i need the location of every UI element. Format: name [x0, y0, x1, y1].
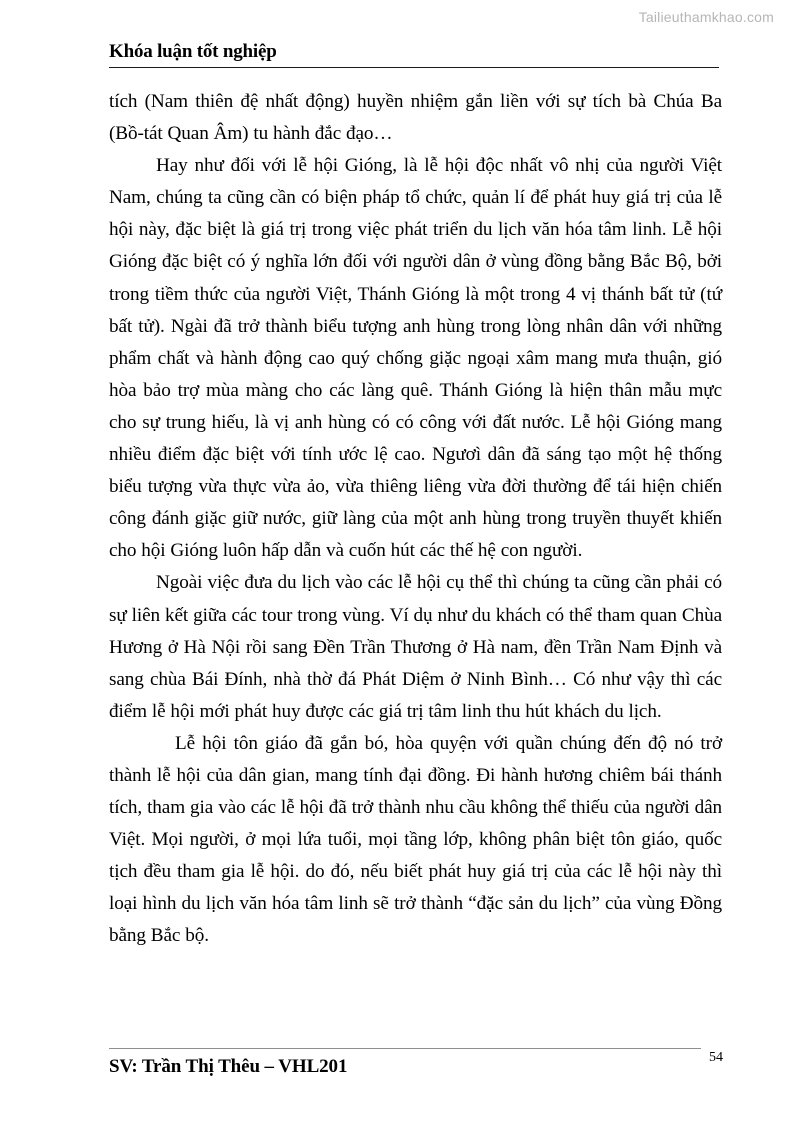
site-watermark: Tailieuthamkhao.com — [638, 9, 774, 25]
footer-student-line: SV: Trần Thị Thêu – VHL201 — [109, 1056, 348, 1077]
header-title: Khóa luận tốt nghiệp — [109, 41, 277, 62]
paragraph: Hay như đối với lễ hội Gióng, là lễ hội độc nhất vô nhị của người Việt Nam, chúng ta cũng cần có biện pháp tổ chức, quản lí để phát huy giá trị của lễ hội này, đặc biệt là giá trị trong việc phát triển du lịch văn hóa tâm linh. Lễ hội Gióng đặc biệt có ý nghĩa lớn đối với người dân ở vùng đồng bằng Bắc Bộ, bởi trong tiềm thức của người Việt, Thánh Gióng là một trong 4 vị thánh bất tử (tứ bất tử). Ngài đã trở thành biểu tượng anh hùng trong lòng nhân dân với những phẩm chất và hành động cao quý chống giặc ngoại xâm mang mưa thuận, gió hòa bảo trợ mùa màng cho các làng quê. Thánh Gióng là hiện thân mẫu mực cho sự trung hiếu, là vị anh hùng có có công với đất nước. Lễ hội Gióng mang nhiều điểm đặc biệt với tính ước lệ cao. Ngươì dân đã sáng tạo một hệ thống biểu tượng vừa thực vừa ảo, vừa thiêng liêng vừa đời thường để tái hiện chiến công đánh giặc giữ nước, giữ làng của một anh hùng trong truyền thuyết khiến cho hội Gióng luôn hấp dẫn và cuốn hút các thế hệ con người. — [109, 155, 722, 562]
paragraph: Ngoài việc đưa du lịch vào các lễ hội cụ thể thì chúng ta cũng cần phải có sự liên kết giữa các tour trong vùng. Ví dụ như du khách có thể tham quan Chùa Hương ở Hà Nội rồi sang Đền Trần Thương ở Hà nam, đền Trần Nam Định và sang chùa Bái Đính, nhà thờ đá Phát Diệm ở Ninh Bình… Có như vậy thì các điểm lễ hội mới phát huy được các giá trị tâm linh thu hút khách du lịch. — [109, 572, 722, 722]
paragraph: Lễ hội tôn giáo đã gắn bó, hòa quyện với quần chúng đến độ nó trở thành lễ hội của dân gian, mang tính đại đồng. Đi hành hương chiêm bái thánh tích, tham gia vào các lễ hội đã trở thành nhu cầu không thể thiếu của người dân Việt. Mọi người, ở mọi lứa tuổi, mọi tầng lớp, không phân biệt tôn giáo, quốc tịch đều tham gia lễ hội. do đó, nếu biết phát huy giá trị của các lễ hội này thì loại hình du lịch văn hóa tâm linh sẽ trở thành “đặc sản du lịch” của vùng Đồng bằng Bắc bộ. — [109, 732, 722, 947]
page-number: 54 — [709, 1050, 723, 1065]
body-text — [109, 86, 722, 953]
paragraph: tích (Nam thiên đệ nhất động) huyền nhiệm gắn liền với sự tích bà Chúa Ba (Bồ-tát Quan Âm) tu hành đắc đạo… — [109, 91, 722, 145]
footer-divider — [109, 1048, 701, 1049]
running-header — [109, 41, 719, 68]
header-divider — [109, 67, 719, 68]
